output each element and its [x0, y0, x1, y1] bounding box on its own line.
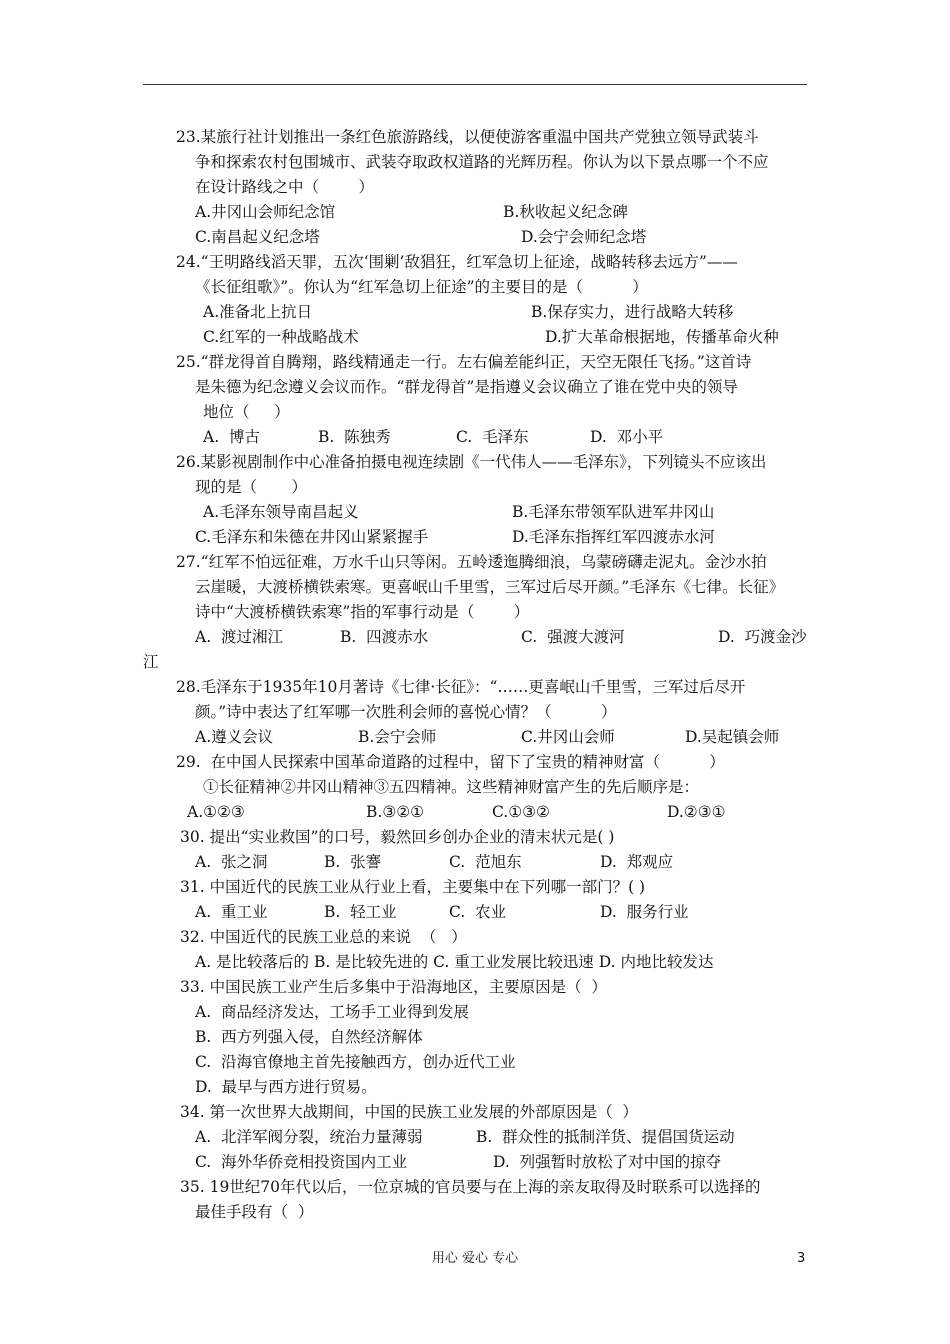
q29-line2: ①长征精神②井冈山精神③五四精神。这些精神财富产生的先后顺序是：: [203, 778, 700, 796]
q30-option-d: D. 郑观应: [600, 853, 674, 871]
q34-option-b: B. 群众性的抵制洋货、提倡国货运动: [476, 1128, 735, 1146]
q25-line2: 是朱德为纪念遵义会议而作。“群龙得首”是指遵义会议确立了谁在党中央的领导: [195, 378, 738, 396]
q31-line1: 31. 中国近代的民族工业从行业上看，主要集中在下列哪一部门？( ): [180, 878, 646, 896]
q35-line1: 35. 19世纪70年代以后，一位京城的官员要与在上海的亲友取得及时联系可以选择的: [180, 1178, 761, 1196]
q25-line1: 25.“群龙得首自腾翔，路线精通走一行。左右偏差能纠正，天空无限任飞扬。”这首诗: [176, 353, 752, 371]
q29-option-d: D.②③①: [667, 803, 726, 821]
q28-line1: 28.毛泽东于1935年10月著诗《七律·长征》：“……更喜岷山千里雪，三军过后尽开: [176, 678, 746, 696]
q31-option-d: D. 服务行业: [600, 903, 689, 921]
q30-option-a: A. 张之洞: [195, 853, 268, 871]
q23-option-d: D.会宁会师纪念塔: [521, 228, 647, 246]
q31-option-a: A. 重工业: [195, 903, 268, 921]
q33-option-c: C. 沿海官僚地主首先接触西方，创办近代工业: [195, 1053, 516, 1071]
q26-line1: 26.某影视剧制作中心准备拍摄电视连续剧《一代伟人——毛泽东》，下列镜头不应该出: [176, 453, 767, 471]
page-footer: 用心 爱心 专心: [431, 1251, 519, 1266]
q23-option-a: A.井冈山会师纪念馆: [195, 203, 336, 221]
q29-option-a: A.①②③: [187, 803, 245, 821]
q34-option-c: C. 海外华侨竞相投资国内工业: [195, 1153, 408, 1171]
page-number: 3: [797, 1251, 806, 1266]
q26-option-b: B.毛泽东带领军队进军井冈山: [512, 503, 715, 521]
q34-option-a: A. 北洋军阀分裂，统治力量薄弱: [195, 1128, 423, 1146]
q30-line1: 30. 提出“实业救国”的口号，毅然回乡创办企业的清末状元是( ): [180, 828, 615, 846]
q27-line2: 云崖暖，大渡桥横铁索寒。更喜岷山千里雪，三军过后尽开颜。”毛泽东《七律。长征》: [195, 578, 785, 596]
q23-line1: 23.某旅行社计划推出一条红色旅游路线，以便使游客重温中国共产党独立领导武装斗: [176, 128, 759, 146]
q26-option-d: D.毛泽东指挥红军四渡赤水河: [512, 528, 715, 546]
q23-line3: 在设计路线之中（ ）: [195, 178, 374, 196]
q25-option-a: A. 博古: [203, 428, 260, 446]
q27-option-d: D. 巧渡金沙: [718, 628, 807, 646]
q30-option-c: C. 范旭东: [449, 853, 522, 871]
q28-line2: 颜。”诗中表达了红军哪一次胜利会师的喜悦心情？（ ）: [195, 703, 617, 721]
q31-option-b: B. 轻工业: [324, 903, 397, 921]
q33-line1: 33. 中国民族工业产生后多集中于沿海地区，主要原因是（ ）: [180, 978, 607, 996]
q26-line2: 现的是（ ）: [195, 478, 307, 496]
q25-option-d: D. 邓小平: [590, 428, 664, 446]
q31-option-c: C. 农业: [449, 903, 507, 921]
q25-line3: 地位（ ）: [203, 403, 290, 421]
q27-option-b: B. 四渡赤水: [340, 628, 429, 646]
q28-option-d: D.吴起镇会师: [685, 728, 780, 746]
q25-option-b: B. 陈独秀: [318, 428, 391, 446]
q28-option-a: A.遵义会议: [195, 728, 274, 746]
q33-option-b: B. 西方列强入侵，自然经济解体: [195, 1028, 423, 1046]
q26-option-c: C.毛泽东和朱德在井冈山紧紧握手: [195, 528, 429, 546]
q27-option-d-wrap: 江: [143, 653, 159, 671]
q26-option-a: A.毛泽东领导南昌起义: [203, 503, 359, 521]
q33-option-d: D. 最早与西方进行贸易。: [195, 1078, 377, 1096]
q32-options: A. 是比较落后的 B. 是比较先进的 C. 重工业发展比较迅速 D. 内地比较发达: [195, 953, 714, 971]
q23-line2: 争和探索农村包围城市、武装夺取政权道路的光辉历程。你认为以下景点哪一个不应: [195, 153, 769, 171]
q23-option-c: C.南昌起义纪念塔: [195, 228, 320, 246]
q27-line3: 诗中“大渡桥横铁索寒”指的军事行动是（ ）: [195, 603, 530, 621]
q24-option-b: B.保存实力，进行战略大转移: [531, 303, 734, 321]
q24-option-a: A.准备北上抗日: [203, 303, 313, 321]
q28-option-b: B.会宁会师: [358, 728, 437, 746]
q25-option-c: C. 毛泽东: [456, 428, 529, 446]
q29-option-c: C.①③②: [492, 803, 550, 821]
q27-line1: 27.“红军不怕远征难，万水千山只等闲。五岭逶迤腾细浪，乌蒙磅礴走泥丸。金沙水拍: [176, 553, 767, 571]
q24-option-d: D.扩大革命根据地，传播革命火种: [545, 328, 779, 346]
q24-option-c: C.红军的一种战略战术: [203, 328, 359, 346]
header-rule: [143, 84, 807, 85]
q32-line1: 32. 中国近代的民族工业总的来说 （ ）: [180, 928, 467, 946]
q24-line1: 24.“王明路线滔天罪，五次‘围剿’敌猖狂，红军急切上征途，战略转移去远方”——: [176, 253, 738, 271]
q24-line2: 《长征组歌》”。你认为“红军急切上征途”的主要目的是（ ）: [195, 278, 648, 296]
q23-option-b: B.秋收起义纪念碑: [503, 203, 628, 221]
q27-option-c: C. 强渡大渡河: [521, 628, 625, 646]
q34-line1: 34. 第一次世界大战期间，中国的民族工业发展的外部原因是（ ）: [180, 1103, 638, 1121]
q29-option-b: B.③②①: [366, 803, 425, 821]
q34-option-d: D. 列强暂时放松了对中国的掠夺: [493, 1153, 722, 1171]
q29-line1: 29. 在中国人民探索中国革命道路的过程中，留下了宝贵的精神财富（ ）: [176, 753, 725, 771]
q27-option-a: A. 渡过湘江: [195, 628, 283, 646]
q33-option-a: A. 商品经济发达，工场手工业得到发展: [195, 1003, 469, 1021]
q28-option-c: C.井冈山会师: [521, 728, 615, 746]
q35-line2: 最佳手段有（ ）: [195, 1203, 314, 1221]
q30-option-b: B. 张謇: [324, 853, 382, 871]
